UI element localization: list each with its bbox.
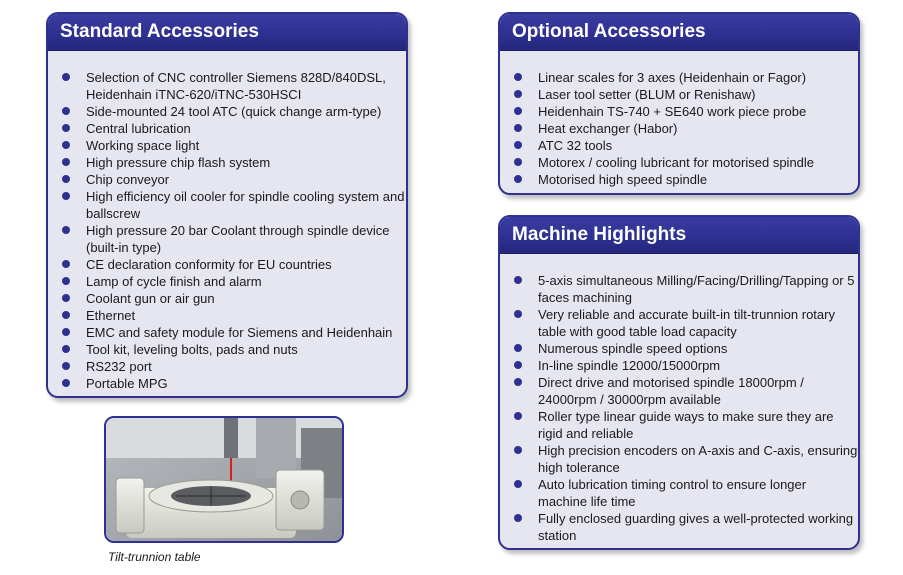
bullet-icon [514,158,522,166]
bullet-icon [514,446,522,454]
machine-highlight-item [500,306,858,340]
bullet-icon [62,141,70,149]
optional-accessory-item [500,103,858,120]
list-item-text: Linear scales for 3 axes (Heidenhain or Fagor) [538,70,807,85]
list-item-text: Very reliable and accurate built-in tilt-trunnion rotary table with good table load capacity [538,307,835,339]
bullet-icon [514,141,522,149]
machine-highlight-item [500,340,858,357]
bullet-icon [62,260,70,268]
bullet-icon [514,107,522,115]
list-item-text: Heidenhain TS-740 + SE640 work piece probe [538,104,807,119]
optional-accessories-title: Optional Accessories [500,14,858,51]
bullet-icon [62,294,70,302]
machine-highlight-item [500,357,858,374]
list-item-text: Selection of CNC controller Siemens 828D/840DSL, Heidenhain iTNC-620/iTNC-530HSCI [86,70,386,102]
list-item-text: Motorised high speed spindle [538,172,708,187]
list-item-text: Direct drive and motorised spindle 18000rpm / 24000rpm / 30000rpm available [538,375,804,407]
optional-accessory-item [500,120,858,137]
optional-accessory-item [500,171,858,188]
standard-accessory-item [48,222,406,256]
standard-accessories-panel [46,12,408,398]
standard-accessory-item [48,171,406,188]
list-item-text: Chip conveyor [86,172,170,187]
list-item-text: High pressure 20 bar Coolant through spindle device (built-in type) [86,223,390,255]
standard-accessory-item [48,188,406,222]
list-item-text: 5-axis simultaneous Milling/Facing/Drilling/Tapping or 5 faces machining [538,273,855,305]
optional-accessories-panel [498,12,860,195]
bullet-icon [514,361,522,369]
bullet-icon [62,73,70,81]
bullet-icon [514,378,522,386]
list-item-text: EMC and safety module for Siemens and Heidenhain [86,325,393,340]
list-item-text: In-line spindle 12000/15000rpm [538,358,721,373]
standard-accessory-item [48,69,406,103]
machine-highlight-item [500,374,858,408]
machine-highlight-item [500,408,858,442]
standard-accessory-item [48,290,406,307]
standard-accessory-item [48,103,406,120]
list-item-text: Lamp of cycle finish and alarm [86,274,262,289]
bullet-icon [514,310,522,318]
bullet-icon [62,277,70,285]
bullet-icon [62,175,70,183]
bullet-icon [62,192,70,200]
standard-accessory-item [48,256,406,273]
bullet-icon [62,379,70,387]
standard-accessory-item [48,341,406,358]
list-item-text: Heat exchanger (Habor) [538,121,678,136]
bullet-icon [514,175,522,183]
machine-highlights-list [500,254,858,544]
bullet-icon [62,158,70,166]
machine-highlight-item [500,272,858,306]
bullet-icon [62,311,70,319]
bullet-icon [514,514,522,522]
bullet-icon [62,362,70,370]
bullet-icon [514,276,522,284]
optional-accessory-item [500,69,858,86]
standard-accessory-item [48,324,406,341]
bullet-icon [62,345,70,353]
machine-highlights-title: Machine Highlights [500,217,858,254]
list-item-text: High pressure chip flash system [86,155,271,170]
machine-highlight-item [500,510,858,544]
bullet-icon [514,344,522,352]
standard-accessory-item [48,137,406,154]
list-item-text: CE declaration conformity for EU countries [86,257,332,272]
optional-accessories-list [500,51,858,188]
standard-accessory-item [48,273,406,290]
standard-accessory-item [48,120,406,137]
list-item-text: Central lubrication [86,121,191,136]
list-item-text: Auto lubrication timing control to ensure longer machine life time [538,477,807,509]
list-item-text: High efficiency oil cooler for spindle cooling system and ballscrew [86,189,405,221]
bullet-icon [514,90,522,98]
standard-accessory-item [48,307,406,324]
standard-accessories-list [48,51,406,392]
list-item-text: Portable MPG [86,376,168,391]
optional-accessory-item [500,137,858,154]
bullet-icon [514,124,522,132]
bullet-icon [514,73,522,81]
standard-accessory-item [48,375,406,392]
tilt-trunnion-table-image [106,418,342,541]
machine-highlight-item [500,442,858,476]
optional-accessory-item [500,154,858,171]
bullet-icon [514,412,522,420]
list-item-text: Tool kit, leveling bolts, pads and nuts [86,342,298,357]
list-item-text: Ethernet [86,308,136,323]
list-item-text: Laser tool setter (BLUM or Renishaw) [538,87,756,102]
tilt-trunnion-photo [104,416,344,543]
list-item-text: Numerous spindle speed options [538,341,728,356]
machine-highlights-panel [498,215,860,550]
list-item-text: Roller type linear guide ways to make sure they are rigid and reliable [538,409,834,441]
list-item-text: Coolant gun or air gun [86,291,215,306]
standard-accessories-title: Standard Accessories [48,14,406,51]
bullet-icon [62,107,70,115]
bullet-icon [514,480,522,488]
standard-accessory-item [48,358,406,375]
bullet-icon [62,328,70,336]
bullet-icon [62,124,70,132]
list-item-text: Fully enclosed guarding gives a well-protected working station [538,511,854,543]
list-item-text: Working space light [86,138,200,153]
list-item-text: ATC 32 tools [538,138,613,153]
photo-caption: Tilt-trunnion table [108,550,201,564]
optional-accessory-item [500,86,858,103]
list-item-text: Motorex / cooling lubricant for motorised spindle [538,155,815,170]
bullet-icon [62,226,70,234]
list-item-text: RS232 port [86,359,152,374]
machine-highlight-item [500,476,858,510]
list-item-text: High precision encoders on A-axis and C-axis, ensuring high tolerance [538,443,858,475]
standard-accessory-item [48,154,406,171]
list-item-text: Side-mounted 24 tool ATC (quick change arm-type) [86,104,382,119]
